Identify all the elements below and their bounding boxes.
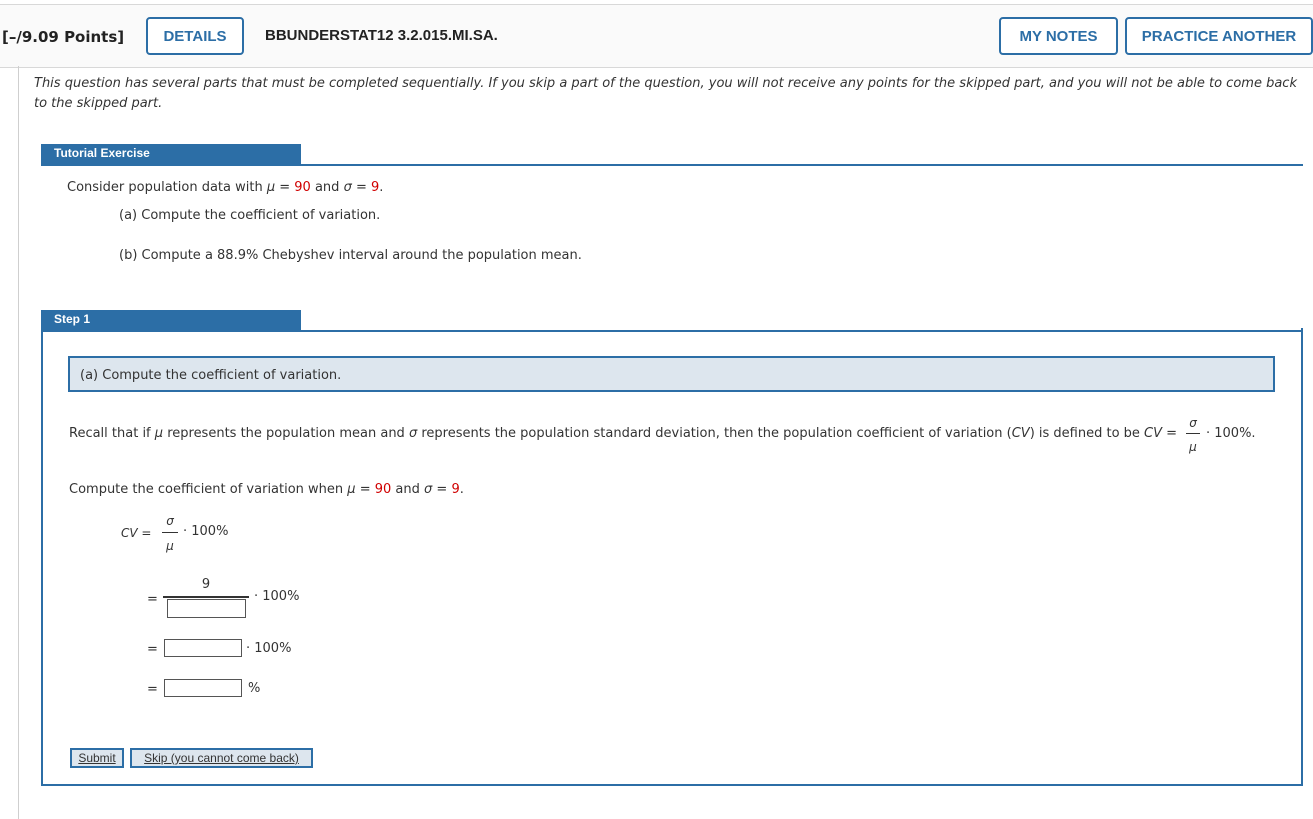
eq2-equals: = [147,592,158,607]
eq2-fraction-bar [163,596,249,598]
part-a-text: (a) Compute the coefficient of variation. [119,208,381,223]
instructions-text: This question has several parts that must be completed sequentially. If you skip a part of the question, you will not receive any points for the skipped part, and you will not be able to come back to the skipped part. [34,76,1297,111]
eq2-numerator: 9 [201,577,211,592]
practice-another-button[interactable]: PRACTICE ANOTHER [1125,17,1313,55]
eq1-times-100: · 100% [183,524,229,539]
compute-text: Compute the coefficient of variation when μ = 90 and σ = 9. [69,482,464,497]
step-box [41,328,1303,786]
eq1-fraction-bar [162,532,178,533]
cv-label: CV = [121,526,152,540]
eq2-times-100: · 100% [254,589,300,604]
question-id: BBUNDERSTAT12 3.2.015.MI.SA. [265,27,498,44]
percent-sign: % [248,681,261,696]
tutorial-header [41,144,1303,166]
recall-text: Recall that if μ represents the population mean and σ represents the population standard deviation, then the population coefficient of variation (CV) is defined to be CV = [69,426,1178,441]
tutorial-title: Tutorial Exercise [41,144,301,164]
eq3-equals: = [147,642,158,657]
step-title: Step 1 [41,310,301,330]
denominator-input[interactable] [167,599,246,618]
eq3-times-100: · 100% [246,641,292,656]
part-a-label: (a) Compute the coefficient of variation. [80,368,342,383]
points-label: [–/9.09 Points] [2,28,125,46]
fraction-bar [1186,433,1200,434]
part-b-text: (b) Compute a 88.9% Chebyshev interval around the population mean. [119,248,582,263]
details-button[interactable]: DETAILS [146,17,244,55]
percent-input[interactable] [164,679,242,697]
problem-statement: Consider population data with μ = 90 and σ = 9. [67,180,384,195]
left-border [18,66,19,819]
eq4-equals: = [147,682,158,697]
fraction-mu: μ [1189,440,1197,454]
eq1-mu: μ [166,539,174,553]
my-notes-button[interactable]: MY NOTES [999,17,1118,55]
times-100-text: · 100%. [1206,426,1256,441]
decimal-input[interactable] [164,639,242,657]
submit-button[interactable]: Submit [70,748,124,768]
eq1-sigma: σ [166,514,174,528]
part-a-box [68,356,1275,392]
fraction-sigma: σ [1189,416,1197,430]
skip-button[interactable]: Skip (you cannot come back) [130,748,313,768]
